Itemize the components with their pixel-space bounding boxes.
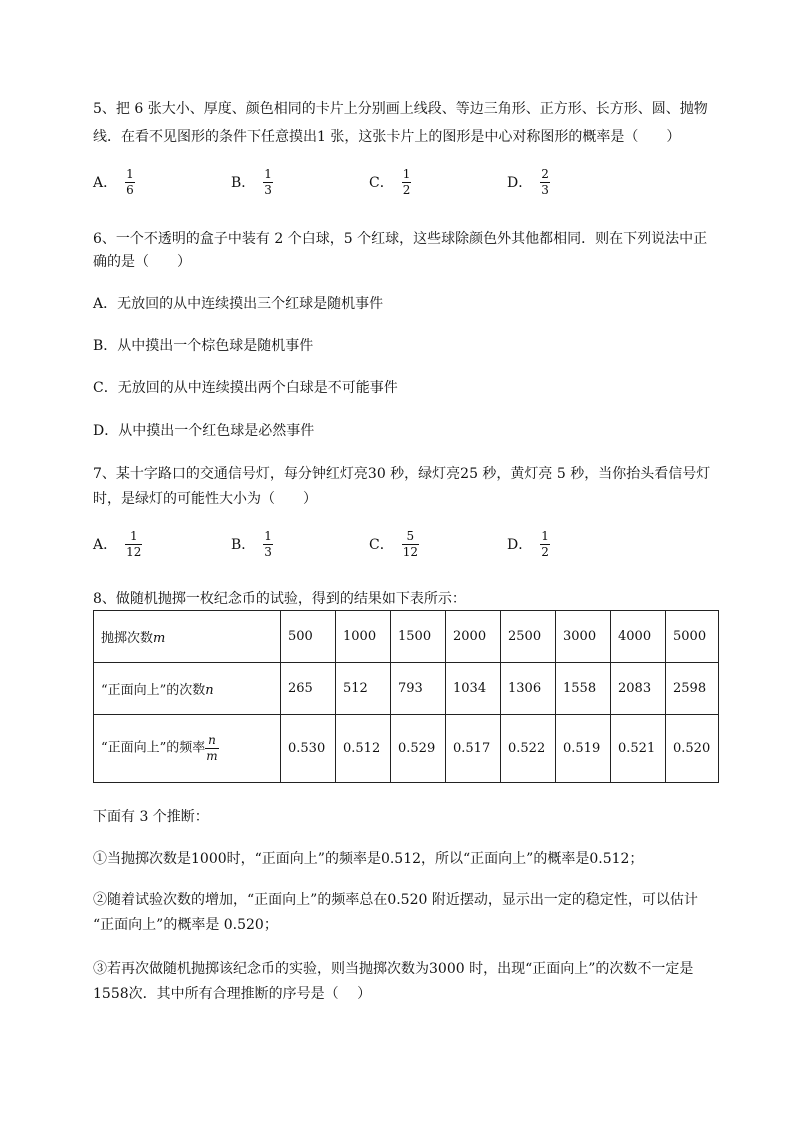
- table-cell: 0.512: [336, 715, 391, 783]
- q6-option-a: A．无放回的从中连续摸出三个红球是随机事件: [93, 296, 384, 312]
- label-text: “正面向上”的次数: [101, 683, 206, 698]
- fraction: [125, 530, 142, 558]
- table-row-throws: [94, 611, 719, 663]
- fraction: [263, 168, 273, 196]
- denominator: 12: [126, 544, 142, 559]
- choice-letter: A．: [93, 175, 118, 192]
- table-cell: 4000: [611, 611, 666, 663]
- table-cell: 1000: [336, 611, 391, 663]
- numerator: 2: [541, 167, 549, 181]
- numerator: 1: [402, 167, 411, 181]
- q8-inference-1: ①当抛掷次数是1000时，“正面向上”的频率是0.512，所以“正面向上”的概率是0.512；: [93, 851, 644, 867]
- fraction: [540, 168, 550, 196]
- table-cell: 3000: [556, 611, 611, 663]
- q6-option-b: B．从中摸出一个棕色球是随机事件: [93, 338, 314, 354]
- q5-text-line2: 线．在看不见图形的条件下任意摸出1 张，这张卡片上的图形是中心对称图形的概率是（ ）: [93, 129, 681, 145]
- variable-n: n: [205, 683, 214, 698]
- table-cell: 0.519: [556, 715, 611, 783]
- table-cell: 2500: [501, 611, 556, 663]
- table-cell: 1306: [501, 663, 556, 715]
- q7-choice-d: [507, 530, 645, 558]
- fraction: [540, 530, 550, 558]
- table-cell: 0.522: [501, 715, 556, 783]
- fraction: [263, 530, 273, 558]
- choice-letter: D．: [507, 537, 533, 554]
- choice-letter: D．: [507, 175, 533, 192]
- table-cell: 2598: [666, 663, 719, 715]
- row-label-heads: [94, 663, 281, 715]
- table-cell: 2000: [446, 611, 501, 663]
- fraction: [402, 168, 412, 196]
- q6-text-line2: 确的是（ ）: [93, 254, 191, 270]
- choice-letter: B．: [231, 537, 256, 554]
- table-cell: 793: [391, 663, 446, 715]
- q5-choice-a: [93, 168, 231, 196]
- choice-letter: C．: [369, 175, 394, 192]
- numerator: 1: [264, 529, 272, 543]
- table-cell: 1034: [446, 663, 501, 715]
- q6-option-c: C．无放回的从中连续摸出两个白球是不可能事件: [93, 380, 398, 396]
- row-label-throws: [94, 611, 281, 663]
- q8-below-text: 下面有 3 个推断：: [93, 809, 209, 825]
- numerator: n: [208, 733, 216, 748]
- q5-choices: [93, 168, 645, 196]
- table-cell: 5000: [666, 611, 719, 663]
- table-cell: 1500: [391, 611, 446, 663]
- denominator: 3: [541, 182, 549, 197]
- denominator: 12: [402, 544, 418, 559]
- q8-inference-2-line1: ②随着试验次数的增加，“正面向上”的频率总在0.520 附近摆动，显示出一定的稳定性，可以估计: [93, 892, 698, 908]
- choice-letter: C．: [369, 537, 394, 554]
- numerator: 1: [129, 529, 138, 543]
- table-row-heads: [94, 663, 719, 715]
- row-label-frequency: [94, 715, 281, 783]
- table-cell: 0.521: [611, 715, 666, 783]
- table-cell: 265: [281, 663, 336, 715]
- table-cell: 500: [281, 611, 336, 663]
- q7-text-line1: 7、某十字路口的交通信号灯，每分钟红灯亮30 秒，绿灯亮25 秒，黄灯亮 5 秒，当你抬头看信号灯: [93, 466, 711, 482]
- table-row-frequency: [94, 715, 719, 783]
- denominator: 3: [264, 182, 272, 197]
- numerator: 1: [541, 529, 549, 543]
- q8-inference-3-line2: 1558次．其中所有合理推断的序号是（ ）: [93, 986, 372, 1002]
- table-cell: 0.520: [666, 715, 719, 783]
- choice-letter: A．: [93, 537, 118, 554]
- numerator: 5: [406, 529, 415, 543]
- q7-text-line2: 时，是绿灯的可能性大小为（ ）: [93, 491, 317, 507]
- table-cell: 1558: [556, 663, 611, 715]
- numerator: 1: [126, 167, 134, 181]
- fraction: [402, 530, 419, 558]
- fraction: [125, 168, 135, 196]
- results-table: [93, 610, 719, 783]
- q5-text-line1: 5、把 6 张大小、厚度、颜色相同的卡片上分别画上线段、等边三角形、正方形、长方形、圆、抛物: [93, 101, 708, 117]
- q7-choice-b: [231, 530, 369, 558]
- q7-choices: [93, 530, 645, 558]
- denominator: 2: [541, 544, 549, 559]
- label-text: 抛掷次数: [101, 631, 154, 646]
- fraction-n-over-m: [205, 734, 218, 762]
- denominator: 6: [126, 182, 134, 197]
- q7-choice-c: [369, 530, 507, 558]
- variable-m: m: [153, 631, 166, 646]
- choice-letter: B．: [231, 175, 256, 192]
- table-cell: 512: [336, 663, 391, 715]
- label-text: “正面向上”的频率: [101, 741, 206, 756]
- q8-intro: 8、做随机抛掷一枚纪念币的试验，得到的结果如下表所示：: [93, 591, 466, 607]
- denominator: m: [206, 749, 218, 763]
- q5-choice-c: [369, 168, 507, 196]
- q6-text-line1: 6、一个不透明的盒子中装有 2 个白球，5 个红球，这些球除颜色外其他都相同．则在下列说法中正: [93, 231, 708, 247]
- denominator: 3: [264, 544, 272, 559]
- q8-inference-3-line1: ③若再次做随机抛掷该纪念币的实验，则当抛掷次数为3000 时，出现“正面向上”的次数不一定是: [93, 961, 694, 977]
- q5-choice-b: [231, 168, 369, 196]
- denominator: 2: [402, 182, 411, 197]
- table-cell: 2083: [611, 663, 666, 715]
- q5-choice-d: [507, 168, 645, 196]
- table-cell: 0.517: [446, 715, 501, 783]
- numerator: 1: [264, 167, 272, 181]
- q8-inference-2-line2: “正面向上”的概率是 0.520；: [93, 917, 278, 933]
- table-cell: 0.529: [391, 715, 446, 783]
- q7-choice-a: [93, 530, 231, 558]
- table-cell: 0.530: [281, 715, 336, 783]
- q6-option-d: D．从中摸出一个红色球是必然事件: [93, 423, 315, 439]
